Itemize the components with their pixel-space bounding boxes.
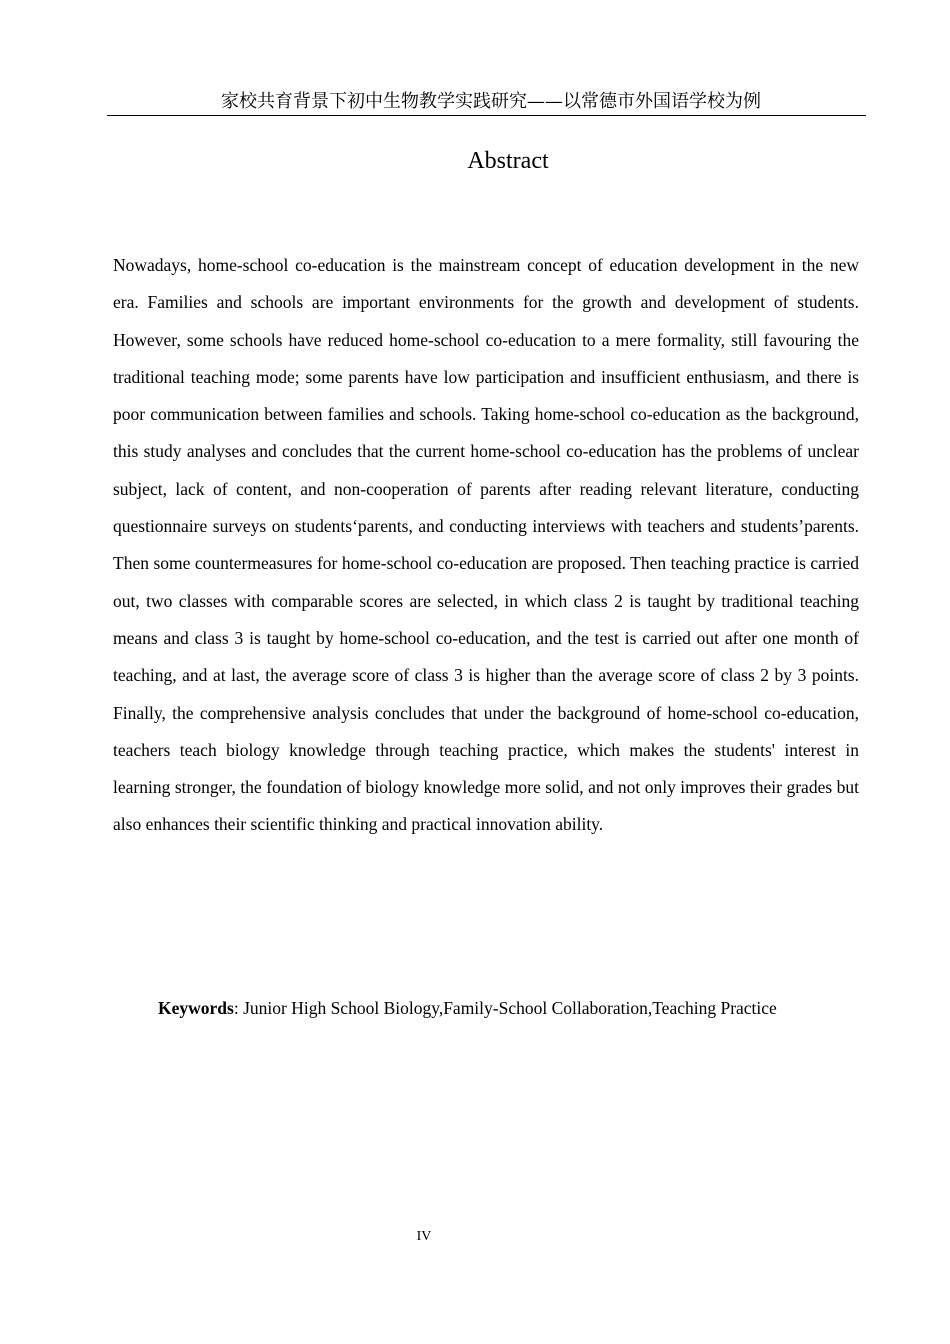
keywords-line <box>158 994 777 1022</box>
running-header <box>107 90 866 116</box>
keywords-value: Junior High School Biology,Family-School Collaboration,Teaching Practice <box>243 998 777 1018</box>
running-header-title: 家校共育背景下初中生物教学实践研究——以常德市外国语学校为例 <box>221 91 761 112</box>
abstract-body: Nowadays, home-school co-education is the mainstream concept of education development in the new era. Families and schools are important environments for the growth and development of students. However, some schools have reduced home-school co-education to a mere formality, still favouring the traditional teaching mode; some parents have low participation and insufficient enthusiasm, and there is poor communication between families and schools. Taking home-school co-education as the background, this study analyses and concludes that the current home-school co-education has the problems of unclear subject, lack of content, and non-cooperation of parents after reading relevant literature, conducting questionnaire surveys on students‘parents, and conducting interviews with teachers and students’parents. Then some countermeasures for home-school co-education are proposed. Then teaching practice is carried out, two classes with comparable scores are selected, in which class 2 is taught by traditional teaching means and class 3 is taught by home-school co-education, and the test is carried out after one month of teaching, and at last, the average score of class 3 is higher than the average score of class 2 by 3 points. Finally, the comprehensive analysis concludes that under the background of home-school co-education, teachers teach biology knowledge through teaching practice, which makes the students' interest in learning stronger, the foundation of biology knowledge more solid, and not only improves their grades but also enhances their scientific thinking and practical innovation ability. <box>113 255 859 835</box>
keywords-label: Keywords <box>158 998 234 1018</box>
abstract-heading: Abstract <box>467 148 549 174</box>
keywords-separator: : <box>233 998 244 1018</box>
page-number: IV <box>416 1229 432 1244</box>
